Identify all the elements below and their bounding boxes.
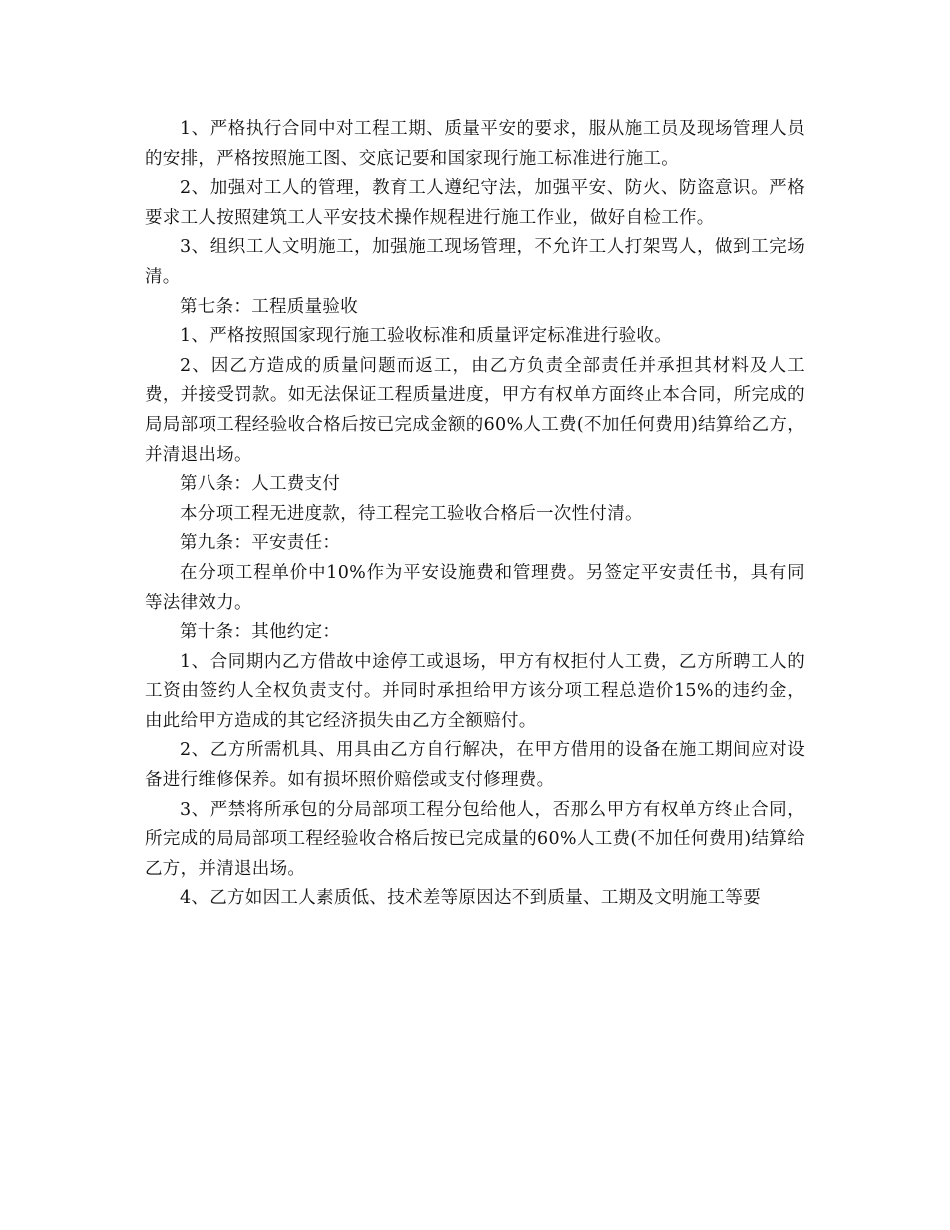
clause-6-item-1: 1、严格执行合同中对工程工期、质量平安的要求，服从施工员及现场管理人员的安排，严格按照施工图、交底记要和国家现行施工标准进行施工。 [145, 119, 805, 169]
clause-9-heading: 第九条：平安责任： [180, 533, 341, 554]
clause-8-heading: 第八条：人工费支付 [180, 474, 341, 495]
clause-6-item-3: 3、组织工人文明施工，加强施工现场管理，不允许工人打架骂人，做到工完场清。 [145, 237, 805, 287]
clause-8-body: 本分项工程无进度款，待工程完工验收合格后一次性付清。 [180, 503, 643, 524]
clause-7-heading: 第七条：工程质量验收 [180, 296, 358, 317]
clause-10-item-2: 2、乙方所需机具、用具由乙方自行解决，在甲方借用的设备在施工期间应对设备进行维修保养。如有损坏照价赔偿或支付修理费。 [145, 740, 805, 791]
clause-10-heading: 第十条：其他约定： [180, 622, 341, 643]
clause-9-body: 在分项工程单价中10%作为平安设施费和管理费。另签定平安责任书，具有同等法律效力。 [145, 562, 805, 613]
clause-10-item-4: 4、乙方如因工人素质低、技术差等原因达不到质量、工期及文明施工等要 [180, 888, 762, 909]
clause-7-item-2: 2、因乙方造成的质量问题而返工，由乙方负责全部责任并承担其材料及人工费，并接受罚款。如无法保证工程质量进度，甲方有权单方面终止本合同，所完成的局局部项工程经验收合格后按已完成金额的60%人工费(不加任何费用)结算给乙方，并清退出场。 [145, 355, 805, 465]
clause-6-item-2: 2、加强对工人的管理，教育工人遵纪守法，加强平安、防火、防盗意识。严格要求工人按照建筑工人平安技术操作规程进行施工作业，做好自检工作。 [145, 178, 805, 228]
clause-7-item-1: 1、严格按照国家现行施工验收标准和质量评定标准进行验收。 [180, 326, 673, 347]
clause-10-item-1: 1、合同期内乙方借故中途停工或退场，甲方有权拒付人工费，乙方所聘工人的工资由签约人全权负责支付。并同时承担给甲方该分项工程总造价15%的违约金，由此给甲方造成的其它经济损失由乙方全额赔付。 [145, 651, 805, 731]
clause-10-item-3: 3、严禁将所承包的分局部项工程分包给他人，否那么甲方有权单方终止合同，所完成的局局部项工程经验收合格后按已完成量的60%人工费(不加任何费用)结算给乙方，并清退出场。 [145, 799, 805, 879]
document-page [145, 115, 805, 914]
